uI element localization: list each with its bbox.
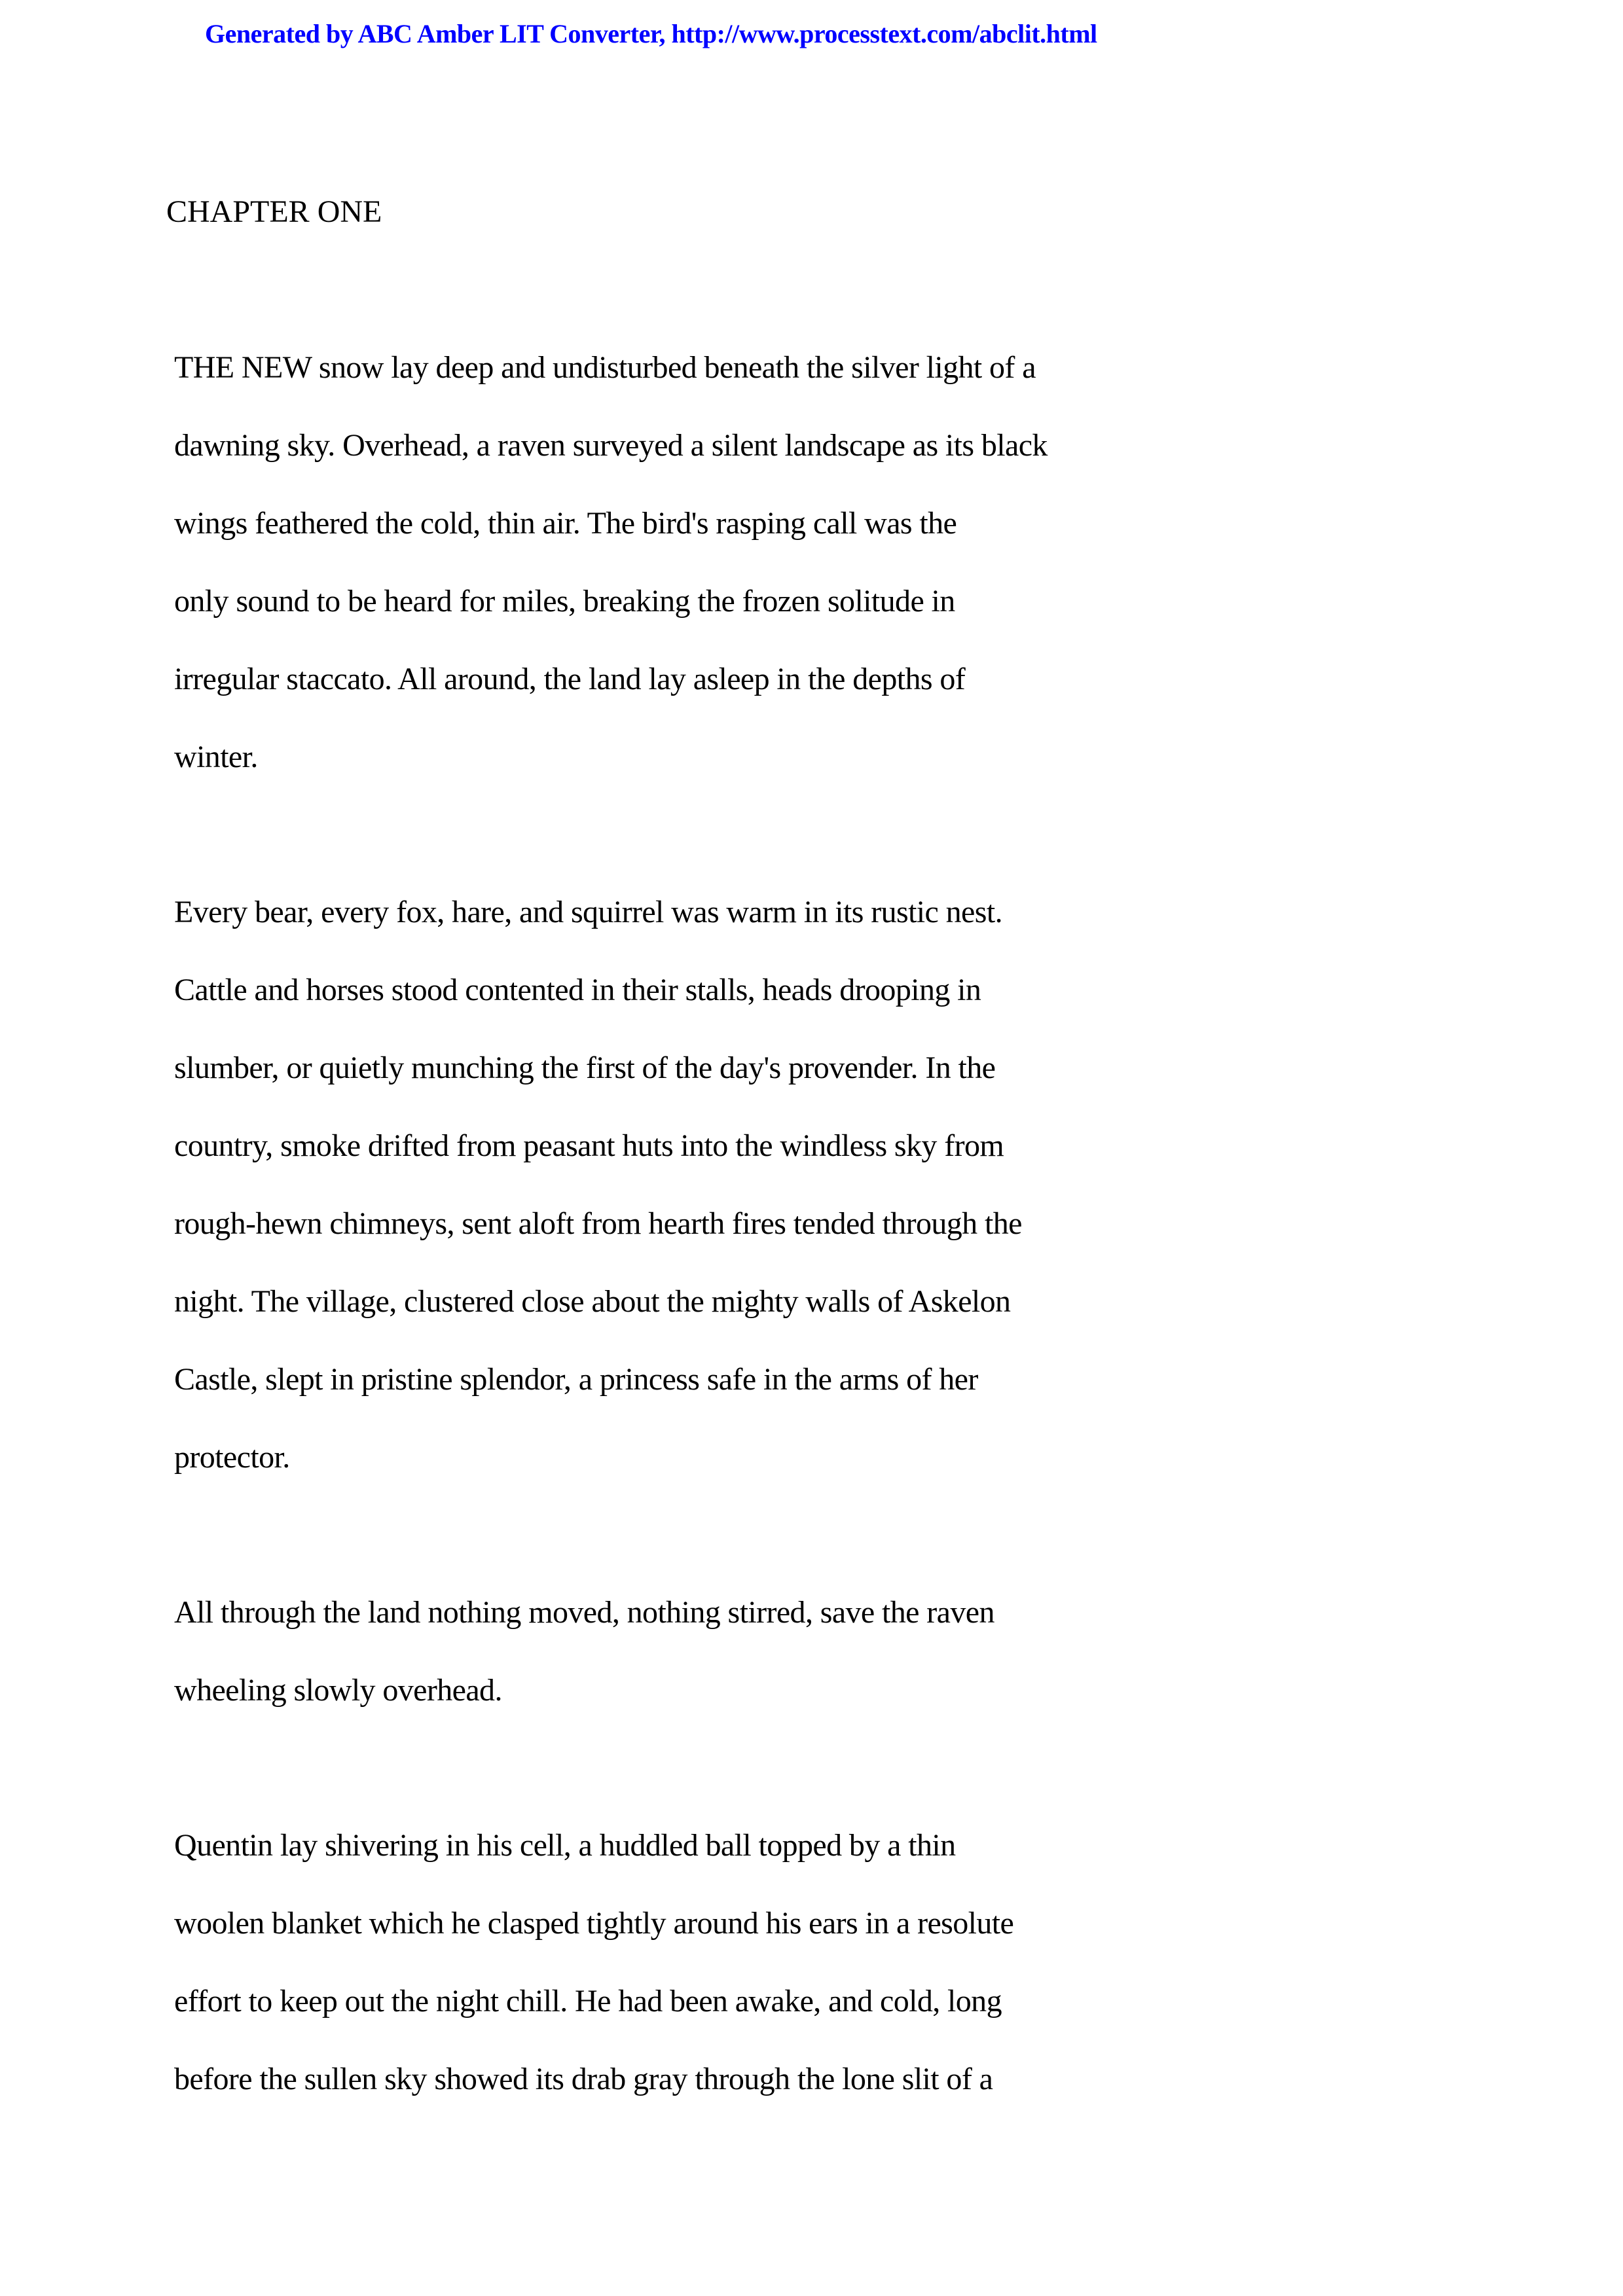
text-line: slumber, or quietly munching the first of the day's provender. In the	[174, 1050, 996, 1085]
chapter-title: CHAPTER ONE	[166, 194, 382, 229]
text-line: protector.	[174, 1440, 290, 1475]
text-line: THE NEW snow lay deep and undisturbed beneath the silver light of a	[174, 350, 1036, 385]
text-line: rough-hewn chimneys, sent aloft from hearth fires tended through the	[174, 1206, 1022, 1241]
text-line: Cattle and horses stood contented in their stalls, heads drooping in	[174, 973, 981, 1007]
text-line: country, smoke drifted from peasant huts into the windless sky from	[174, 1128, 1004, 1163]
text-line: Every bear, every fox, hare, and squirrel was warm in its rustic nest.	[174, 895, 1002, 929]
text-line: Quentin lay shivering in his cell, a huddled ball topped by a thin	[174, 1828, 956, 1863]
text-line: wings feathered the cold, thin air. The bird's rasping call was the	[174, 506, 957, 541]
text-line: effort to keep out the night chill. He had been awake, and cold, long	[174, 1984, 1002, 2018]
text-line: winter.	[174, 740, 258, 774]
text-line: irregular staccato. All around, the land lay asleep in the depths of	[174, 662, 966, 696]
text-line: woolen blanket which he clasped tightly around his ears in a resolute	[174, 1906, 1014, 1941]
converter-banner: Generated by ABC Amber LIT Converter, http://www.processtext.com/abclit.html	[205, 19, 1097, 48]
text-line: All through the land nothing moved, nothing stirred, save the raven	[174, 1595, 994, 1630]
text-line: Castle, slept in pristine splendor, a princess safe in the arms of her	[174, 1362, 978, 1397]
text-line: dawning sky. Overhead, a raven surveyed a silent landscape as its black	[174, 428, 1048, 463]
text-line: night. The village, clustered close about the mighty walls of Askelon	[174, 1284, 1011, 1319]
text-line: only sound to be heard for miles, breaking the frozen solitude in	[174, 584, 955, 619]
text-line: wheeling slowly overhead.	[174, 1673, 502, 1708]
text-line: before the sullen sky showed its drab gray through the lone slit of a	[174, 2062, 993, 2096]
